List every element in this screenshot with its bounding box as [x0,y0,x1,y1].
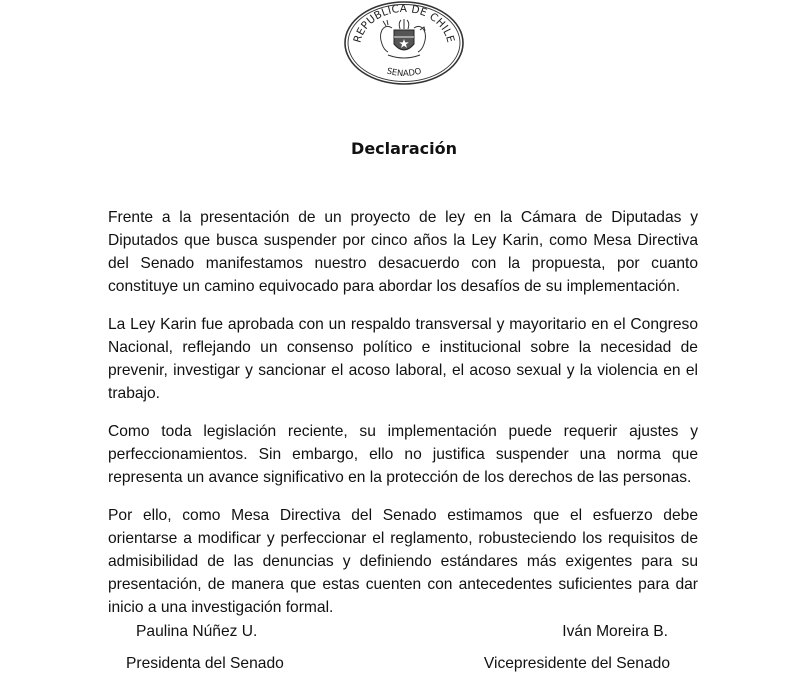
svg-text:SENADO [385,66,422,79]
document-title: Declaración [351,139,457,158]
signature-right-title: Vicepresidente del Senado [483,655,670,672]
paragraph: Por ello, como Mesa Directiva del Senado estimamos que el esfuerzo debe orientarse a modificar y perfeccionar el reglamento, robusteciendo los requisitos de admisibilidad de las denuncias y definiendo estándares más exigentes para su presentación, de manera que estas cuenten con antecedentes suficientes para dar inicio a una investigación formal. [108,507,698,616]
seal-bottom-text: SENADO [385,66,423,80]
senado-seal [342,0,466,88]
signature-left-name: Paulina Núñez U. [136,623,258,640]
paragraph: La Ley Karin fue aprobada con un respaldo transversal y mayoritario en el Congreso Nacional, reflejando un consenso político e institucional sobre la necesidad de prevenir, investigar y sancionar el acoso laboral, el acoso sexual y la violencia en el trabajo. [108,316,698,402]
signature-right-name: Iván Moreira B. [562,623,668,640]
seal-top-text: REPUBLICA DE CHILE [351,2,457,45]
paragraph: Como toda legislación reciente, su implementación puede requerir ajustes y perfeccionamientos. Sin embargo, ello no justifica suspender una norma que representa un avance significativo en la protección de los derechos de las personas. [108,423,698,486]
signature-left-title: Presidenta del Senado [126,655,284,672]
document-body [108,206,698,634]
paragraph: Frente a la presentación de un proyecto de ley en la Cámara de Diputadas y Diputados que busca suspender por cinco años la Ley Karin, como Mesa Directiva del Senado manifestamos nuestro desacuerdo con la propuesta, por cuanto constituye un camino equivocado para abordar los desafíos de su implementación. [108,209,698,295]
coat-of-arms-icon [381,19,426,58]
